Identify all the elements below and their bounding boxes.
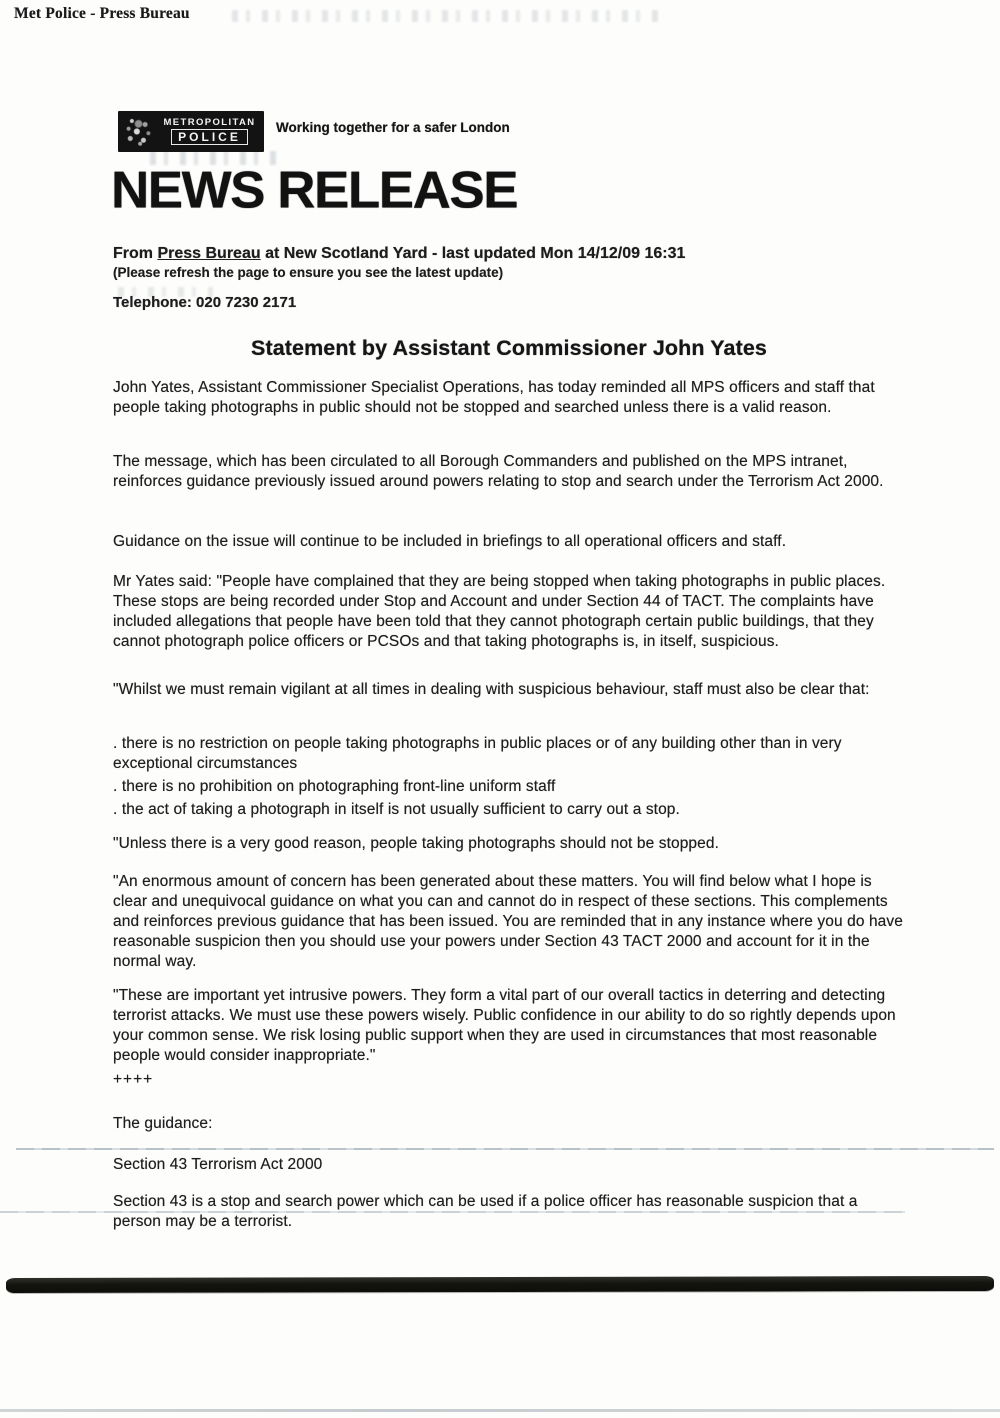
guidance-label: The guidance: [113,1115,213,1132]
met-police-logo-box [118,111,264,152]
from-rest: at New Scotland Yard - last updated Mon 14/12/09 16:31 [260,245,686,262]
scan-rule-line [16,1148,994,1150]
met-police-logo [118,111,510,152]
paragraph: "Unless there is a very good reason, people taking photographs should not be stopped. [113,835,719,852]
paragraph: "These are important yet intrusive powers. They form a vital part of our overall tactics in deterring and detecting terrorist attacks. We must use these powers wisely. Public confidence in our ability to do so rightly depends upon your common sense. We risk losing public support when they are used in circumstances that most reasonable people would consider inappropriate." [113,987,896,1064]
bullet-item: . the act of taking a photograph in itself is not usually sufficient to carry out a stop. [113,801,680,818]
paragraph: Mr Yates said: "People have complained that they are being stopped when taking photographs in public places. These stops are being recorded under Stop and Account and under Section 44 of TACT. The complaints have included allegations that people have been told that they cannot photograph certain public buildings, that they cannot photograph police officers or PCSOs and that taking photographs is, in itself, suspicious. [113,573,886,650]
from-prefix: From [113,245,158,262]
release-meta [113,245,685,311]
logo-tagline: Working together for a safer London [276,120,510,135]
scan-rule-line [0,1409,1000,1412]
paragraph: John Yates, Assistant Commissioner Specialist Operations, has today reminded all MPS officers and staff that people taking photographs in public should not be stopped and searched unless there is a valid reason. [113,379,875,416]
from-line [113,245,685,263]
paragraph: The message, which has been circulated to all Borough Commanders and published on the MPS intranet, reinforces guidance previously issued around powers relating to stop and search under the Terrorism Act 2000. [113,453,884,490]
separator-marks: ++++ [113,1071,154,1088]
paragraph: Section 43 is a stop and search power which can be used if a police officer has reasonable suspicion that a person may be a terrorist. [113,1193,858,1230]
statement-headline: Statement by Assistant Commissioner John Yates [251,336,767,360]
paragraph: "An enormous amount of concern has been generated about these matters. You will find below what I hope is clear and unequivocal guidance on what you can and cannot do in respect of these sections. This complements and reinforces previous guidance that has been issued. You are reminded that in any instance where you do have reasonable suspicion then you should use your powers under Section 43 TACT 2000 and account for it in the normal way. [113,873,903,970]
scan-black-bar [6,1276,994,1293]
brand-police: POLICE [171,129,248,145]
corner-label: Met Police - Press Bureau [14,5,190,22]
brand-metropolitan: METROPOLITAN [163,116,256,128]
refresh-note: (Please refresh the page to ensure you see the latest update) [113,265,504,280]
news-release-title: NEWS RELEASE [111,161,518,220]
paragraph: "Whilst we must remain vigilant at all times in dealing with suspicious behaviour, staff must also be clear that: [113,681,870,698]
section-heading: Section 43 Terrorism Act 2000 [113,1156,323,1173]
bullet-list [113,734,909,823]
bullet-item: . there is no restriction on people taking photographs in public places or of any building other than in very exceptional circumstances [113,735,842,772]
paragraph: Guidance on the issue will continue to be included in briefings to all operational officers and staff. [113,533,787,550]
press-bureau-link[interactable]: Press Bureau [157,245,261,262]
met-police-wordmark [158,118,264,146]
telephone-line: Telephone: 020 7230 2171 [113,294,297,311]
scan-artifact [232,10,662,22]
bullet-item: . there is no prohibition on photographing front-line uniform staff [113,778,556,795]
met-police-crest-icon [122,114,155,149]
scan-rule-line [0,1211,905,1213]
